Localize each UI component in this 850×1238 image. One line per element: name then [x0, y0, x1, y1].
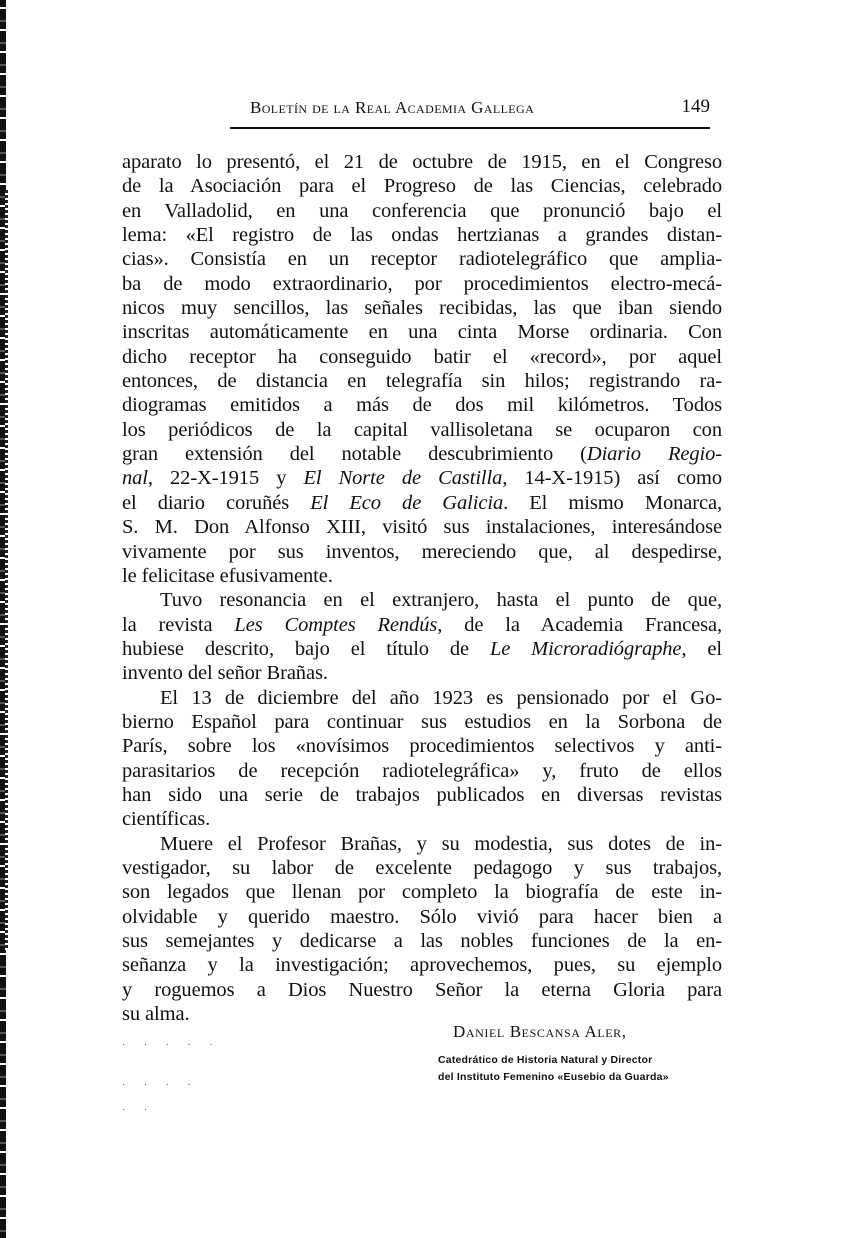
- text-line: [122, 807, 722, 831]
- text-span: y roguemos a Dios Nuestro Señor la eterna Gloria para: [122, 978, 722, 1001]
- text-span: bierno Español para continuar sus estudios en la Sorbona de: [122, 710, 722, 733]
- text-span: Muere el Profesor Brañas, y su modestia, sus dotes de in-: [160, 832, 722, 855]
- scan-edge-binding: [5, 190, 8, 950]
- text-span: le felicitase efusivamente.: [122, 564, 333, 587]
- text-span: aparato lo presentó, el 21 de octubre de 1915, en el Congreso: [122, 151, 722, 173]
- text-line: [122, 953, 722, 977]
- text-span: invento del señor Brañas.: [122, 662, 328, 685]
- scan-noise: · ·: [122, 1105, 156, 1116]
- text-span: ba de modo extraordinario, por procedimientos electro-mecá-: [122, 272, 722, 295]
- text-line: [122, 540, 722, 564]
- text-span: han sido una serie de trabajos publicados en diversas revistas: [122, 783, 722, 806]
- text-span: el diario coruñés: [122, 491, 311, 514]
- text-line: [122, 491, 722, 515]
- text-span: lema: «El registro de las ondas hertzianas a grandes distan-: [122, 224, 722, 247]
- text-line: [122, 418, 722, 442]
- text-span: inscritas automáticamente en una cinta Morse ordinaria. Con: [122, 321, 722, 344]
- italic-title: Les Comptes Rendús: [234, 613, 438, 636]
- text-line: [122, 734, 722, 758]
- author-affiliation-line-1: Catedrático de Historia Natural y Director: [438, 1054, 653, 1066]
- text-line: [122, 174, 722, 198]
- text-line: [122, 369, 722, 393]
- italic-title: El Eco de Galicia: [310, 491, 504, 514]
- text-span: , de la Academia Francesa,: [437, 613, 722, 636]
- text-span: París, sobre los «novísimos procedimientos selectivos y anti-: [122, 735, 722, 758]
- text-line: [122, 759, 722, 783]
- text-span: , 14-X-1915) así como: [502, 467, 722, 490]
- text-span: vestigador, su labor de excelente pedagogo y sus trabajos,: [122, 856, 722, 879]
- text-line: [122, 345, 722, 369]
- scan-noise: · · · · ·: [122, 1040, 221, 1051]
- text-line: [122, 564, 722, 588]
- text-span: parasitarios de recepción radiotelegráfica» y, fruto de ellos: [122, 759, 722, 782]
- text-span: dicho receptor ha conseguido batir el «record», por aquel: [122, 345, 722, 368]
- text-line: [122, 637, 722, 661]
- text-span: olvidable y querido maestro. Sólo vivió para hacer bien a: [122, 905, 722, 928]
- text-line: [122, 320, 722, 344]
- text-line: [122, 613, 722, 637]
- text-span: su alma.: [122, 1003, 190, 1026]
- text-line: [122, 832, 722, 856]
- text-line: [122, 150, 722, 174]
- text-span: nicos muy sencillos, las señales recibidas, las que iban siendo: [122, 297, 722, 320]
- text-span: hubiese descrito, bajo el título de: [122, 637, 490, 660]
- text-span: en Valladolid, en una conferencia que pronunció bajo el: [122, 199, 722, 222]
- running-title: Boletín de la Real Academia Gallega: [250, 98, 535, 117]
- text-line: [122, 905, 722, 929]
- text-span: S. M. Don Alfonso XIII, visitó sus instalaciones, interesándose: [122, 516, 722, 539]
- text-line: [122, 588, 722, 612]
- text-line: [122, 880, 722, 904]
- text-span: diogramas emitidos a más de dos mil kilómetros. Todos: [122, 394, 722, 417]
- text-line: [122, 1002, 722, 1026]
- text-line: [122, 856, 722, 880]
- text-span: cias». Consistía en un receptor radiotelegráfico que amplia-: [122, 248, 722, 271]
- text-span: El 13 de diciembre del año 1923 es pensionado por el Go-: [160, 686, 722, 709]
- text-line: [122, 978, 722, 1002]
- text-line: [122, 199, 722, 223]
- text-span: los periódicos de la capital vallisoletana se ocuparon con: [122, 418, 722, 441]
- italic-title: Diario Regio-: [586, 443, 722, 466]
- text-line: [122, 442, 722, 466]
- scan-noise: · · · ·: [122, 1080, 199, 1091]
- text-span: , el: [681, 637, 722, 660]
- body-text: [122, 150, 722, 1026]
- text-line: [122, 296, 722, 320]
- text-span: son legados que llenan por completo la biografía de este in-: [122, 881, 722, 904]
- author-signature: Daniel Bescansa Aler,: [453, 1022, 627, 1041]
- text-line: [122, 466, 722, 490]
- text-line: [122, 710, 722, 734]
- page-number: 149: [681, 96, 710, 117]
- text-line: [122, 515, 722, 539]
- author-affiliation-line-2: del Instituto Femenino «Eusebio da Guarda»: [438, 1071, 669, 1083]
- text-span: vivamente por sus inventos, mereciendo que, al despedirse,: [122, 540, 722, 563]
- text-span: gran extensión del notable descubrimiento (: [122, 443, 587, 466]
- text-line: [122, 661, 722, 685]
- italic-title: nal: [122, 467, 148, 490]
- text-line: [122, 247, 722, 271]
- header-rule: [230, 127, 710, 129]
- text-span: señanza y la investigación; aprovechemos, pues, su ejemplo: [122, 954, 722, 977]
- italic-title: Le Microradiógraphe: [489, 637, 682, 660]
- text-span: la revista: [122, 613, 235, 636]
- text-line: [122, 783, 722, 807]
- text-line: [122, 929, 722, 953]
- text-line: [122, 686, 722, 710]
- text-span: científicas.: [122, 808, 211, 831]
- running-header: [250, 96, 710, 124]
- text-span: , 22-X-1915 y: [147, 467, 304, 490]
- text-span: Tuvo resonancia en el extranjero, hasta el punto de que,: [160, 589, 722, 612]
- text-span: sus semejantes y dedicarse a las nobles funciones de la en-: [122, 930, 722, 952]
- text-line: [122, 393, 722, 417]
- italic-title: El Norte de Castilla: [303, 467, 503, 490]
- text-span: . El mismo Monarca,: [503, 491, 722, 514]
- text-line: [122, 223, 722, 247]
- text-span: entonces, de distancia en telegrafía sin hilos; registrando ra-: [122, 370, 722, 393]
- text-line: [122, 272, 722, 296]
- text-span: de la Asociación para el Progreso de las Ciencias, celebrado: [122, 175, 722, 198]
